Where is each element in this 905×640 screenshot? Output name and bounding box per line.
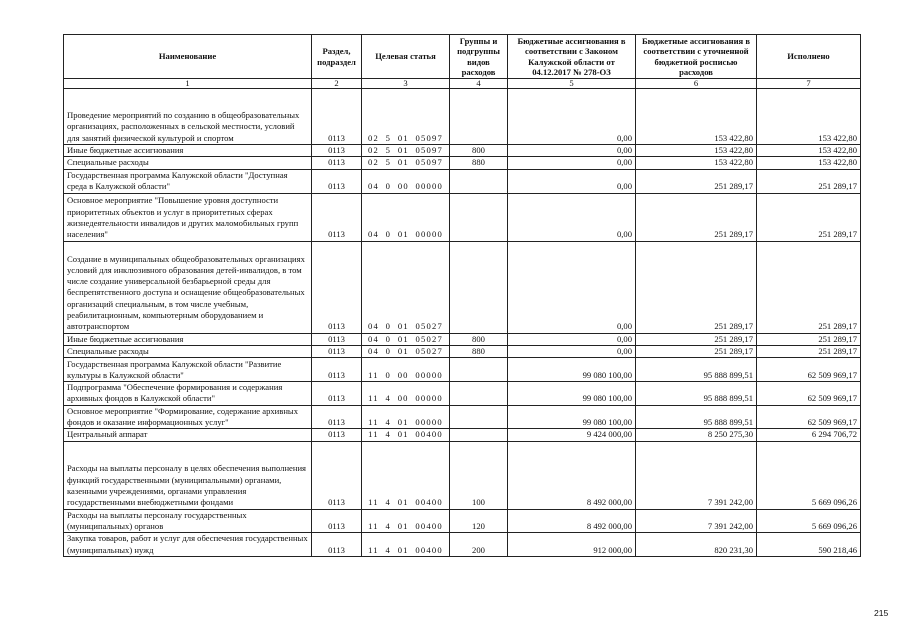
row-target-article: 04 0 01 00000 <box>362 193 450 241</box>
header-target-article: Целевая статья <box>362 35 450 79</box>
row-target-article: 11 4 01 00400 <box>362 509 450 533</box>
row-name: Расходы на выплаты персоналу государственных (муниципальных) органов <box>64 509 312 533</box>
row-section: 0113 <box>312 169 362 193</box>
row-expense-group: 100 <box>450 441 508 509</box>
row-executed: 153 422,80 <box>757 157 861 169</box>
row-target-article: 04 0 01 05027 <box>362 345 450 357</box>
row-section: 0113 <box>312 193 362 241</box>
row-executed: 153 422,80 <box>757 89 861 145</box>
row-section: 0113 <box>312 157 362 169</box>
row-name: Государственная программа Калужской области "Развитие культуры в Калужской области" <box>64 358 312 382</box>
row-expense-group: 880 <box>450 345 508 357</box>
row-refined-allocation: 251 289,17 <box>636 241 757 333</box>
row-refined-allocation: 251 289,17 <box>636 333 757 345</box>
row-law-allocation: 99 080 100,00 <box>508 405 636 429</box>
column-number-row <box>64 79 861 89</box>
row-section: 0113 <box>312 533 362 557</box>
row-target-article: 02 5 01 05097 <box>362 145 450 157</box>
budget-execution-table <box>63 34 861 557</box>
row-law-allocation: 912 000,00 <box>508 533 636 557</box>
row-law-allocation: 0,00 <box>508 169 636 193</box>
column-number: 2 <box>312 79 362 89</box>
row-executed: 251 289,17 <box>757 345 861 357</box>
row-law-allocation: 0,00 <box>508 345 636 357</box>
row-law-allocation: 8 492 000,00 <box>508 509 636 533</box>
row-section: 0113 <box>312 89 362 145</box>
row-section: 0113 <box>312 382 362 406</box>
row-name: Создание в муниципальных общеобразовательных организациях условий для инклюзивного образования детей-инвалидов, в том числе создание универсальной безбарьерной среды для беспрепятственного доступа и оснащение общеобразовательных организаций специальным, в том числе учебным, реабилитационным, компьютерным оборудованием и автотранспортом <box>64 241 312 333</box>
table-row <box>64 193 861 241</box>
row-refined-allocation: 251 289,17 <box>636 345 757 357</box>
header-executed: Исполнено <box>757 35 861 79</box>
row-law-allocation: 0,00 <box>508 241 636 333</box>
row-expense-group: 120 <box>450 509 508 533</box>
table-row <box>64 509 861 533</box>
row-expense-group <box>450 89 508 145</box>
header-row <box>64 35 861 79</box>
row-refined-allocation: 95 888 899,51 <box>636 405 757 429</box>
row-target-article: 11 4 01 00000 <box>362 405 450 429</box>
column-number: 7 <box>757 79 861 89</box>
table-row <box>64 382 861 406</box>
row-target-article: 11 4 01 00400 <box>362 441 450 509</box>
row-executed: 251 289,17 <box>757 333 861 345</box>
row-executed: 590 218,46 <box>757 533 861 557</box>
row-refined-allocation: 820 231,30 <box>636 533 757 557</box>
row-section: 0113 <box>312 358 362 382</box>
table-row <box>64 405 861 429</box>
row-refined-allocation: 8 250 275,30 <box>636 429 757 441</box>
row-target-article: 02 5 01 05097 <box>362 157 450 169</box>
column-number: 1 <box>64 79 312 89</box>
page-number: 215 <box>874 608 889 618</box>
row-name: Основное мероприятие "Повышение уровня доступности приоритетных объектов и услуг в приоритетных сферах жизнедеятельности инвалидов и других маломобильных групп населения" <box>64 193 312 241</box>
row-expense-group: 800 <box>450 333 508 345</box>
row-name: Проведение мероприятий по созданию в общеобразовательных организациях, расположенных в сельской местности, условий для занятий физической культурой и спортом <box>64 89 312 145</box>
row-refined-allocation: 153 422,80 <box>636 89 757 145</box>
row-law-allocation: 0,00 <box>508 145 636 157</box>
row-target-article: 04 0 01 05027 <box>362 333 450 345</box>
table-body <box>64 89 861 557</box>
row-expense-group <box>450 358 508 382</box>
row-expense-group: 200 <box>450 533 508 557</box>
column-number: 4 <box>450 79 508 89</box>
row-name: Специальные расходы <box>64 157 312 169</box>
row-expense-group <box>450 429 508 441</box>
row-refined-allocation: 251 289,17 <box>636 193 757 241</box>
row-name: Расходы на выплаты персоналу в целях обеспечения выполнения функций государственными (муниципальными) органами, казенными учреждениями, органами управления государственными внебюджетными фондами <box>64 441 312 509</box>
row-refined-allocation: 251 289,17 <box>636 169 757 193</box>
row-target-article: 04 0 01 05027 <box>362 241 450 333</box>
row-law-allocation: 99 080 100,00 <box>508 382 636 406</box>
row-expense-group <box>450 405 508 429</box>
row-refined-allocation: 7 391 242,00 <box>636 509 757 533</box>
row-refined-allocation: 95 888 899,51 <box>636 358 757 382</box>
row-law-allocation: 0,00 <box>508 193 636 241</box>
row-target-article: 11 0 00 00000 <box>362 358 450 382</box>
row-target-article: 11 4 01 00400 <box>362 429 450 441</box>
header-expense-group: Группы и подгруппы видов расходов <box>450 35 508 79</box>
row-law-allocation: 8 492 000,00 <box>508 441 636 509</box>
table-row <box>64 533 861 557</box>
row-executed: 251 289,17 <box>757 193 861 241</box>
column-number: 5 <box>508 79 636 89</box>
row-law-allocation: 99 080 100,00 <box>508 358 636 382</box>
column-number: 3 <box>362 79 450 89</box>
row-expense-group <box>450 241 508 333</box>
row-law-allocation: 0,00 <box>508 157 636 169</box>
row-expense-group: 800 <box>450 145 508 157</box>
row-expense-group <box>450 193 508 241</box>
header-law-allocations: Бюджетные ассигнования в соответствии с Законом Калужской области от 04.12.2017 № 278-ОЗ <box>508 35 636 79</box>
row-refined-allocation: 153 422,80 <box>636 145 757 157</box>
row-refined-allocation: 7 391 242,00 <box>636 441 757 509</box>
row-name: Иные бюджетные ассигнования <box>64 333 312 345</box>
row-refined-allocation: 153 422,80 <box>636 157 757 169</box>
row-section: 0113 <box>312 429 362 441</box>
table-row <box>64 345 861 357</box>
row-name: Центральный аппарат <box>64 429 312 441</box>
row-section: 0113 <box>312 405 362 429</box>
table-row <box>64 169 861 193</box>
row-executed: 251 289,17 <box>757 169 861 193</box>
table-row <box>64 333 861 345</box>
row-section: 0113 <box>312 145 362 157</box>
row-name: Подпрограмма "Обеспечение формирования и содержания архивных фондов в Калужской области" <box>64 382 312 406</box>
row-executed: 5 669 096,26 <box>757 509 861 533</box>
row-section: 0113 <box>312 441 362 509</box>
row-name: Закупка товаров, работ и услуг для обеспечения государственных (муниципальных) нужд <box>64 533 312 557</box>
table-row <box>64 441 861 509</box>
row-law-allocation: 9 424 000,00 <box>508 429 636 441</box>
row-executed: 5 669 096,26 <box>757 441 861 509</box>
row-executed: 251 289,17 <box>757 241 861 333</box>
row-executed: 62 509 969,17 <box>757 358 861 382</box>
row-executed: 153 422,80 <box>757 145 861 157</box>
row-law-allocation: 0,00 <box>508 89 636 145</box>
row-target-article: 11 4 01 00400 <box>362 533 450 557</box>
row-section: 0113 <box>312 345 362 357</box>
row-section: 0113 <box>312 333 362 345</box>
row-executed: 6 294 706,72 <box>757 429 861 441</box>
row-target-article: 02 5 01 05097 <box>362 89 450 145</box>
row-name: Основное мероприятие "Формирование, содержание архивных фондов и оказание информационных услуг" <box>64 405 312 429</box>
table-row <box>64 145 861 157</box>
row-name: Иные бюджетные ассигнования <box>64 145 312 157</box>
table-row <box>64 241 861 333</box>
row-target-article: 04 0 00 00000 <box>362 169 450 193</box>
column-number: 6 <box>636 79 757 89</box>
row-law-allocation: 0,00 <box>508 333 636 345</box>
header-name: Наименование <box>64 35 312 79</box>
header-refined-allocations: Бюджетные ассигнования в соответствии с уточненной бюджетной росписью расходов <box>636 35 757 79</box>
table-row <box>64 429 861 441</box>
row-name: Специальные расходы <box>64 345 312 357</box>
row-refined-allocation: 95 888 899,51 <box>636 382 757 406</box>
row-section: 0113 <box>312 509 362 533</box>
row-expense-group <box>450 382 508 406</box>
table-row <box>64 157 861 169</box>
row-expense-group: 880 <box>450 157 508 169</box>
row-executed: 62 509 969,17 <box>757 405 861 429</box>
row-section: 0113 <box>312 241 362 333</box>
table-row <box>64 358 861 382</box>
row-executed: 62 509 969,17 <box>757 382 861 406</box>
row-expense-group <box>450 169 508 193</box>
row-name: Государственная программа Калужской области "Доступная среда в Калужской области" <box>64 169 312 193</box>
header-section: Раздел, подраздел <box>312 35 362 79</box>
table-row <box>64 89 861 145</box>
row-target-article: 11 4 00 00000 <box>362 382 450 406</box>
